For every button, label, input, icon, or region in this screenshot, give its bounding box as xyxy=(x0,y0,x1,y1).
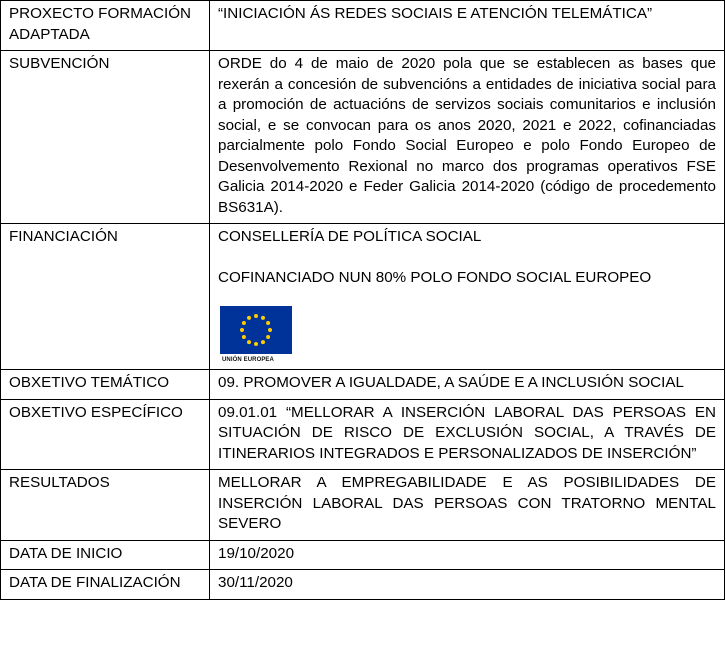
value-data-inicio: 19/10/2020 xyxy=(210,540,725,570)
eu-flag-icon xyxy=(220,306,292,354)
table-row-data-finalizacion xyxy=(1,570,725,600)
label-obxetivo-tematico: OBXETIVO TEMÁTICO xyxy=(1,370,210,400)
label-proxecto: PROXECTO FORMACIÓN ADAPTADA xyxy=(1,1,210,51)
label-subvencion: SUBVENCIÓN xyxy=(1,51,210,224)
label-data-finalizacion: DATA DE FINALIZACIÓN xyxy=(1,570,210,600)
label-financiacion: FINANCIACIÓN xyxy=(1,224,210,370)
value-obxetivo-tematico: 09. PROMOVER A IGUALDADE, A SAÚDE E A INCLUSIÓN SOCIAL xyxy=(210,370,725,400)
table-row-proxecto xyxy=(1,1,725,51)
spacer xyxy=(218,248,716,268)
value-obxetivo-especifico: 09.01.01 “MELLORAR A INSERCIÓN LABORAL DAS PERSOAS EN SITUACIÓN DE RISCO DE EXCLUSIÓN SOCIAL, A TRAVÉS DE ITINERARIOS INTEGRADOS E PERSONALIZADOS DE INSERCIÓN” xyxy=(210,399,725,470)
eu-caption: UNIÓN EUROPEA xyxy=(222,357,274,363)
label-data-inicio: DATA DE INICIO xyxy=(1,540,210,570)
table-row-obxetivo-tematico xyxy=(1,370,725,400)
value-data-finalizacion: 30/11/2020 xyxy=(210,570,725,600)
financiacion-line-cofinanciado: COFINANCIADO NUN 80% POLO FONDO SOCIAL EUROPEO xyxy=(218,268,652,286)
table-row-financiacion xyxy=(1,224,725,370)
table-row-subvencion xyxy=(1,51,725,224)
label-obxetivo-especifico: OBXETIVO ESPECÍFICO xyxy=(1,399,210,470)
value-financiacion xyxy=(210,224,725,370)
eu-logo xyxy=(218,306,298,364)
value-resultados: MELLORAR A EMPREGABILIDADE E AS POSIBILIDADES DE INSERCIÓN LABORAL DAS PERSOAS CON TRATORNO MENTAL SEVERO xyxy=(210,470,725,541)
financiacion-line-conselleria: CONSELLERÍA DE POLÍTICA SOCIAL xyxy=(218,228,482,245)
table-row-resultados xyxy=(1,470,725,541)
value-subvencion: ORDE do 4 de maio de 2020 pola que se establecen as bases que rexerán a concesión de subvencións a entidades de iniciativa social para a promoción de actuacións de servizos sociais comunitarios e inclusión social, e se convocan para os anos 2020, 2021 e 2022, cofinanciadas parcialmente polo Fondo Social Europeo e polo Fondo Europeo de Desenvolvemento Rexional no marco dos programas operativos FSE Galicia 2014-2020 e Feder Galicia 2014-2020 (código de procedemento BS631A). xyxy=(210,51,725,224)
table-row-obxetivo-especifico xyxy=(1,399,725,470)
table-row-data-inicio xyxy=(1,540,725,570)
value-proxecto: “INICIACIÓN ÁS REDES SOCIAIS E ATENCIÓN TELEMÁTICA” xyxy=(210,1,725,51)
label-resultados: RESULTADOS xyxy=(1,470,210,541)
